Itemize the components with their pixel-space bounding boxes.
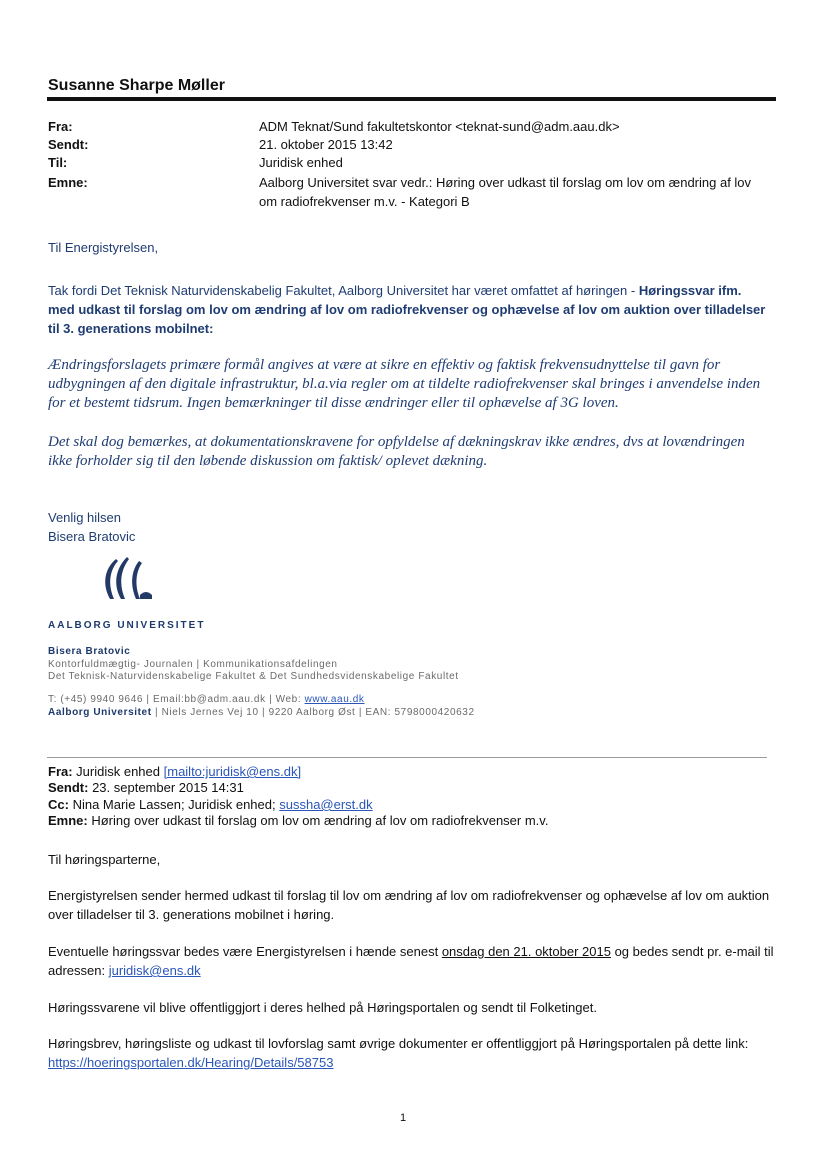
reply-intro-text: Tak fordi Det Teknisk Naturvidenskabelig Fakultet, Aalborg Universitet har været omfattet af høringen - <box>48 283 639 298</box>
fwd-deadline: onsdag den 21. oktober 2015 <box>441 944 611 959</box>
from-label: Fra: <box>48 119 73 134</box>
from-value: ADM Teknat/Sund fakultetskontor <teknat-sund@adm.aau.dk> <box>259 119 620 134</box>
subject-label: Emne: <box>48 175 88 190</box>
signature-contact <box>48 694 365 705</box>
aau-logo-icon <box>96 555 156 603</box>
website-link[interactable]: www.aau.dk <box>304 694 365 705</box>
reply-intro <box>48 281 770 338</box>
closing-name: Bisera Bratovic <box>48 529 136 544</box>
sender-name: Susanne Sharpe Møller <box>48 77 225 94</box>
fwd-subject-label: Emne: <box>48 813 88 828</box>
fwd-from-label: Fra: <box>48 764 73 779</box>
fwd-p2-text-a: Eventuelle høringssvar bedes være Energistyrelsen i hænde senest <box>48 944 442 959</box>
signature-name: Bisera Bratovic <box>48 646 131 657</box>
header-divider <box>47 97 776 101</box>
fwd-sent-label: Sendt: <box>48 780 89 795</box>
fwd-subject-line <box>48 812 548 830</box>
fwd-subject-value: Høring over udkast til forslag om lov om ændring af lov om radiofrekvenser m.v. <box>87 813 549 828</box>
fwd-paragraph-1: Energistyrelsen sender hermed udkast til forslag til lov om ændring af lov om radiofrekvenser og ophævelse af lov om auktion over tilladelser til 3. generations mobilnet i høring. <box>48 888 770 922</box>
fwd-paragraph-4 <box>48 1034 788 1072</box>
signature-address-text: | Niels Jernes Vej 10 | 9220 Aalborg Øst | EAN: 5798000420632 <box>151 707 475 718</box>
subject-value: Aalborg Universitet svar vedr.: Høring over udkast til forslag om lov om ændring af lov om radiofrekvenser m.v. - Kategori B <box>259 175 752 209</box>
reply-intro-bold: Høringssvar ifm. med udkast til forslag om lov om ændring af lov om radiofrekvenser og ophævelse af lov om auktion over tilladelser til 3. generations mobilnet: <box>48 283 766 336</box>
signature-contact-text: T: (+45) 9940 9646 | Email:bb@adm.aau.dk | Web: <box>48 694 305 705</box>
hearing-portal-link[interactable]: https://hoeringsportalen.dk/Hearing/Details/58753 <box>48 1055 334 1070</box>
sent-label: Sendt: <box>48 137 89 152</box>
fwd-paragraph-3: Høringssvarene vil blive offentliggjort i deres helhed på Høringsportalen og sendt til Folketinget. <box>48 1000 597 1015</box>
fwd-greeting: Til høringsparterne, <box>48 852 161 867</box>
fwd-p2-text-b: og bedes sendt pr. e-mail til adressen: <box>48 944 774 978</box>
fwd-sent-line <box>48 779 244 797</box>
fwd-from-mailto-link[interactable]: [mailto:juridisk@ens.dk] <box>163 764 302 779</box>
fwd-cc-value: Nina Marie Lassen; Juridisk enhed; <box>68 797 280 812</box>
fwd-from-value: Juridisk enhed <box>72 764 164 779</box>
fwd-cc-email-link[interactable]: sussha@erst.dk <box>279 797 373 812</box>
fwd-email-link[interactable]: juridisk@ens.dk <box>108 963 201 978</box>
fwd-cc-label: Cc: <box>48 797 69 812</box>
reply-italic-paragraph-2: Det skal dog bemærkes, at dokumentationskravene for opfyldelse af dækningskrav ikke ændres, dvs at lovændringen ikke forholder sig til den løbende diskussion om faktisk/ oplevet dækning. <box>48 434 745 469</box>
to-label: Til: <box>48 155 68 170</box>
signature-address-org: Aalborg Universitet <box>48 707 152 718</box>
signature-role: Kontorfuldmægtig- Journalen | Kommunikationsafdelingen <box>48 659 338 670</box>
closing: Venlig hilsen <box>48 510 121 525</box>
page-number: 1 <box>400 1112 407 1124</box>
fwd-paragraph-2 <box>48 942 788 980</box>
signature-address <box>48 707 475 718</box>
sent-value: 21. oktober 2015 13:42 <box>259 137 393 152</box>
reply-greeting: Til Energistyrelsen, <box>48 240 159 255</box>
fwd-p4-text: Høringsbrev, høringsliste og udkast til lovforslag samt øvrige dokumenter er offentliggjort på Høringsportalen på dette link: <box>48 1036 749 1051</box>
reply-italic-paragraph-1: Ændringsforslagets primære formål angives at være at sikre en effektiv og faktisk frekvensudnyttelse til gavn for udbygningen af den digitale infrastruktur, bl.a.via regler om at tildelte radiofrekvenser skal bringes i anvendelse inden for et bestemt tidsrum. Ingen bemærkninger til disse ændringer eller til ophævelse af 3G loven. <box>48 357 761 411</box>
forward-divider <box>47 757 767 758</box>
signature-faculty: Det Teknisk-Naturvidenskabelige Fakultet & Det Sundhedsvidenskabelige Fakultet <box>48 671 459 682</box>
university-name: AALBORG UNIVERSITET <box>48 620 206 631</box>
to-value: Juridisk enhed <box>259 155 343 170</box>
fwd-sent-value: 23. september 2015 14:31 <box>88 780 244 795</box>
